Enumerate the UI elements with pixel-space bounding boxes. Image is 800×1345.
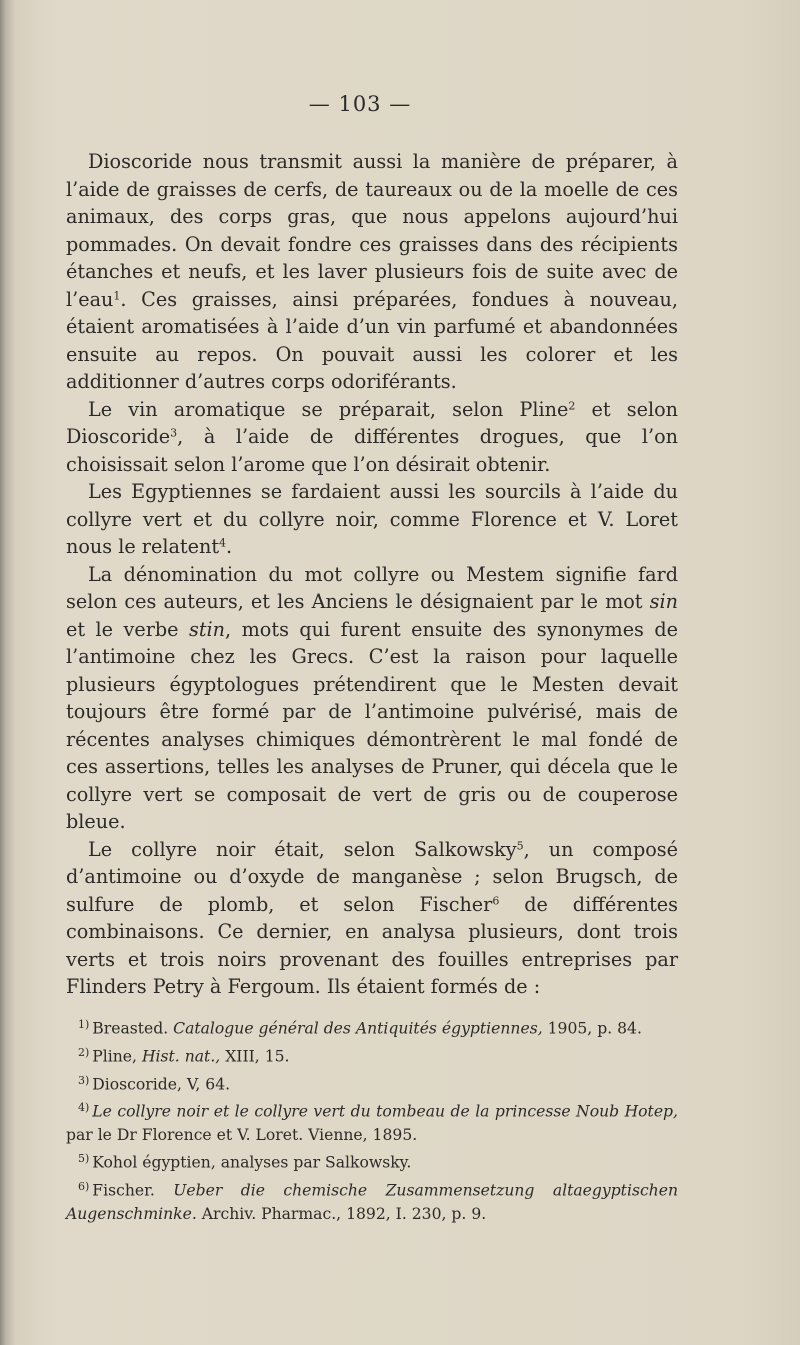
text-segment: , mots qui furent ensuite des synonymes de l’antimoine chez les Grecs. C’est la raison pour laquelle plusieurs égyptologues prétendirent que le Mesten devait toujours être formé par de l’antimoine pulvérisé, mais de récentes analyses chimiques démontrèrent le mal fondé de ces assertions, telles les analyses de Pruner, qui décela que le collyre vert se composait de vert de gris ou de couperose bleue.	[66, 617, 678, 833]
footnote-text: Fischer.	[92, 1181, 174, 1200]
footnote-number: 3)	[78, 1073, 90, 1087]
footnote-ref: 6	[492, 893, 500, 907]
text-segment: Dioscoride nous transmit aussi la manière de préparer, à l’aide de graisses de cerfs, de taureaux ou de la moelle de ces animaux, des corps gras, que nous appelons aujourd’hui pommades. On devait fondre ces graisses dans des récipients étanches et neufs, et les laver plusieurs fois de suite avec de l’eau	[66, 150, 678, 311]
text-segment: et le verbe	[66, 617, 189, 641]
footnote-1	[66, 1013, 678, 1041]
footnote-title: Ueber die chemische Zusammensetzung altaegyptischen Augenschminke.	[66, 1181, 678, 1224]
footnote-6	[66, 1175, 678, 1226]
footnote-number: 5)	[78, 1152, 90, 1166]
footnote-text: Archiv. Pharmac., 1892, I. 230, p. 9.	[196, 1205, 487, 1224]
footnote-text: 1905, p. 84.	[542, 1019, 642, 1038]
paragraph-2	[66, 396, 678, 479]
footnote-number: 2)	[78, 1045, 90, 1059]
text-segment: . Ces graisses, ainsi préparées, fondues à nouveau, étaient aromatisées à l’aide d’un vin parfumé et abandonnées ensuite au repos. On pouvait aussi les colorer et les additionner d’autres corps odoriférants.	[66, 287, 678, 393]
footnote-ref: 3	[170, 426, 178, 440]
footnote-4	[66, 1096, 678, 1147]
footnote-number: 1)	[78, 1018, 90, 1031]
footnote-2	[66, 1041, 678, 1069]
footnote-text: Dioscoride, V, 64.	[92, 1075, 231, 1094]
footnote-3	[66, 1069, 678, 1097]
main-text	[66, 148, 678, 1001]
footnote-number: 6)	[78, 1180, 90, 1194]
footnote-ref: 5	[516, 838, 524, 852]
footnote-text: XIII, 15.	[220, 1047, 290, 1066]
text-segment: , à l’aide de différentes drogues, que l’on choisissait selon l’arome que l’on désirait obtenir.	[66, 425, 678, 476]
footnote-title: Hist. nat.,	[141, 1047, 221, 1066]
footnote-text: par le Dr Florence et V. Loret. Vienne, 1895.	[66, 1126, 418, 1145]
text-segment: Le vin aromatique se préparait, selon Pline	[88, 397, 569, 421]
italic-term: stin	[188, 617, 226, 641]
footnotes	[66, 1013, 678, 1226]
footnote-text: Pline,	[92, 1047, 142, 1066]
italic-term: sin	[649, 590, 678, 613]
paragraph-1	[66, 148, 678, 396]
paragraph-5	[66, 836, 678, 1001]
footnote-number: 4)	[78, 1101, 90, 1115]
footnote-title: Le collyre noir et le collyre vert du tombeau de la princesse Noub Hotep,	[92, 1102, 678, 1121]
footnote-ref: 4	[219, 536, 227, 550]
footnote-title: Catalogue général des Antiquités égyptiennes,	[173, 1019, 543, 1038]
text-segment: Le collyre noir était, selon Salkowsky	[88, 837, 517, 861]
text-segment: , un composé d’antimoine ou d’oxyde de manganèse ; selon Brugsch, de sulfure de plomb, et selon Fischer	[66, 837, 678, 916]
page-number: — 103 —	[308, 92, 412, 116]
footnote-ref: 1	[113, 288, 121, 302]
text-segment: de différentes combinaisons. Ce dernier, en analysa plusieurs, dont trois verts et trois noirs provenant des fouilles entreprises par Flinders Petry à Fergoum. Ils étaient formés de :	[66, 892, 678, 998]
text-segment: et selon Dioscoride	[66, 397, 678, 448]
footnote-5	[66, 1147, 678, 1175]
text-segment: .	[226, 535, 233, 558]
paragraph-3	[66, 478, 678, 561]
paragraph-4	[66, 561, 678, 836]
footnote-ref: 2	[568, 398, 576, 412]
text-segment: Les Egyptiennes se fardaient aussi les sourcils à l’aide du collyre vert et du collyre noir, comme Florence et V. Loret nous le relatent	[66, 480, 678, 558]
footnote-text: Kohol égyptien, analyses par Salkowsky.	[92, 1153, 412, 1172]
footnote-text: Breasted.	[92, 1019, 174, 1038]
text-segment: La dénomination du mot collyre ou Mestem signifie fard selon ces auteurs, et les Anciens le désignaient par le mot	[66, 562, 678, 613]
